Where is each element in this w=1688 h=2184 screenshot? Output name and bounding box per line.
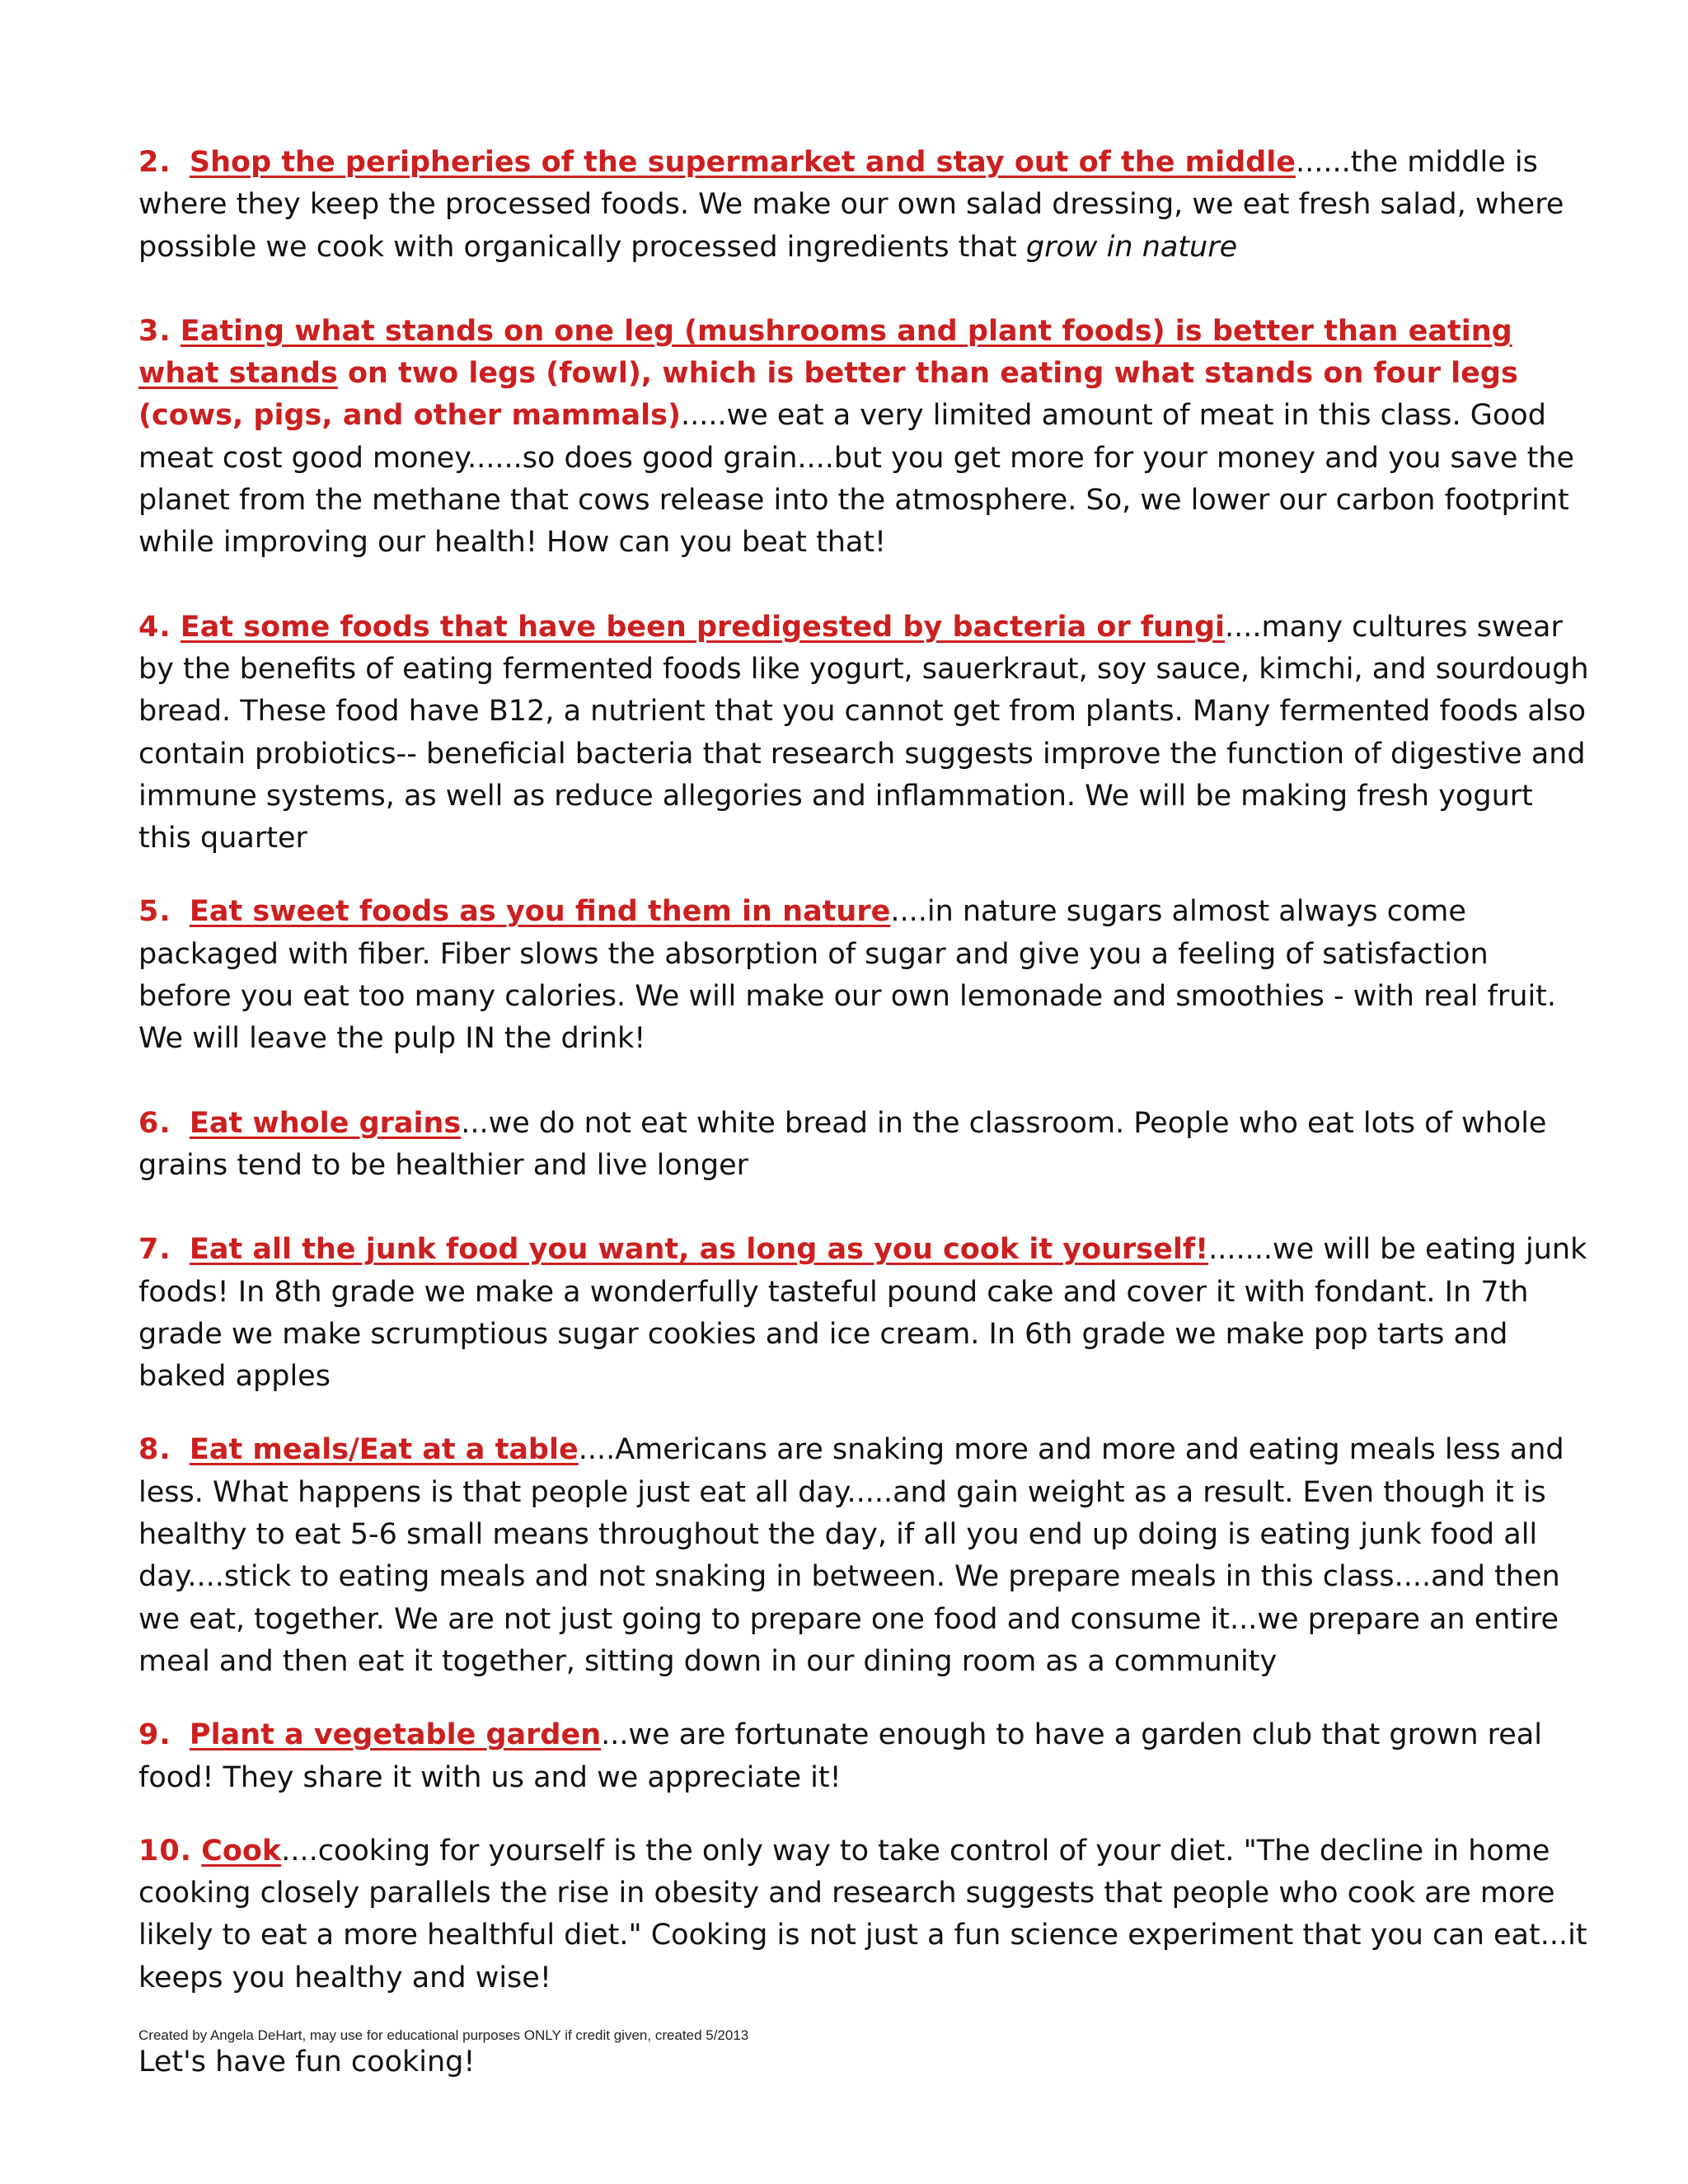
rule-heading-continued: on two legs (fowl), which is better than eating what stands on four legs (cows, pigs, and other mammals): [138, 357, 1518, 433]
rule-body: .......we will be eating junk foods! In 8th grade we make a wonderfully tasteful pound cake and cover it with fondant. In 7th grade we make scrumptious sugar cookies and ice cream. In 6th grade we make pop tarts and baked apples: [138, 1233, 1587, 1394]
rule-body: ...we do not eat white bread in the classroom. People who eat lots of whole grains tend to be healthier and live longer: [138, 1106, 1547, 1182]
rule-heading: Eat whole grains: [189, 1106, 462, 1140]
rule-4: [138, 607, 1589, 860]
rule-3: [138, 311, 1589, 565]
rule-number: 4.: [138, 610, 171, 644]
rule-body: ....many cultures swear by the benefits of eating fermented foods like yogurt, sauerkraut, soy sauce, kimchi, and sourdough bread. These food have B12, a nutrient that you cannot get from plants. Many fermented foods also contain probiotics-- beneficial bacteria that research suggests improve the function of digestive and immune systems, as well as reduce allegories and inflammation. We will be making fresh yogurt this quarter: [138, 610, 1589, 855]
rule-10: [138, 1830, 1589, 1999]
rule-number: 6.: [138, 1106, 171, 1140]
rule-heading: Shop the peripheries of the supermarket and stay out of the middle: [189, 146, 1296, 179]
rule-number: 7.: [138, 1233, 171, 1267]
rule-7: [138, 1229, 1589, 1398]
rule-body: .....we eat a very limited amount of meat in this class. Good meat cost good money......so does good grain....but you get more for your money and you save the planet from the methane that cows release into the atmosphere. So, we lower our carbon footprint while improving our health! How can you beat that!: [138, 399, 1575, 560]
rule-number: 10.: [138, 1834, 193, 1868]
rule-heading: Eat some foods that have been predigested by bacteria or fungi: [180, 610, 1226, 644]
rule-body: ......the middle is where they keep the processed foods. We make our own salad dressing, we eat fresh salad, where possible we cook with organically processed ingredients that: [138, 146, 1564, 264]
rule-heading: Eat meals/Eat at a table: [189, 1433, 579, 1467]
rule-number: 8.: [138, 1433, 171, 1467]
rule-8: [138, 1429, 1589, 1683]
credit-footer: Created by Angela DeHart, may use for educational purposes ONLY if credit given, created 5/2013: [138, 2027, 749, 2043]
rule-heading: Eat sweet foods as you find them in nature: [189, 895, 891, 929]
rule-heading: Eating what stands on one leg (mushrooms and plant foods) is better than eating what stands: [138, 314, 1512, 391]
rule-number: 5.: [138, 895, 171, 929]
rule-2: [138, 142, 1589, 269]
rule-number: 3.: [138, 314, 171, 348]
rule-body: ....Americans are snaking more and more and eating meals less and less. What happens is that people just eat all day.....and gain weight as a result. Even though it is healthy to eat 5-6 small means throughout the day, if all you end up doing is eating junk food all day....stick to eating meals and not snaking in between. We prepare meals in this class....and then we eat, together. We are not just going to prepare one food and consume it...we prepare an entire meal and then eat it together, sitting down in our dining room as a community: [138, 1433, 1564, 1678]
document-page: [138, 142, 1589, 2083]
rule-body: ....cooking for yourself is the only way to take control of your diet. "The decline in home cooking closely parallels the rise in obesity and research suggests that people who cook are more likely to eat a more healthful diet." Cooking is not just a fun science experiment that you can eat...it keeps you healthy and wise!: [138, 1834, 1587, 1994]
closing-line: Let's have fun cooking!: [138, 2045, 476, 2079]
rule-number: 9.: [138, 1718, 171, 1752]
rule-heading: Eat all the junk food you want, as long as you cook it yourself!: [189, 1233, 1209, 1267]
rule-9: [138, 1714, 1589, 1799]
rule-body: ....in nature sugars almost always come packaged with fiber. Fiber slows the absorption of sugar and give you a feeling of satisfaction before you eat too many calories. We will make our own lemonade and smoothies - with real fruit. We will leave the pulp IN the drink!: [138, 895, 1557, 1056]
rule-5: [138, 891, 1589, 1060]
rule-6: [138, 1103, 1589, 1188]
rule-body: ...we are fortunate enough to have a garden club that grown real food! They share it with us and we appreciate it!: [138, 1718, 1542, 1794]
rule-heading: Plant a vegetable garden: [189, 1718, 602, 1752]
rule-heading: Cook: [201, 1834, 282, 1868]
rule-body-italic: grow in nature: [1025, 230, 1238, 264]
rule-number: 2.: [138, 146, 171, 179]
